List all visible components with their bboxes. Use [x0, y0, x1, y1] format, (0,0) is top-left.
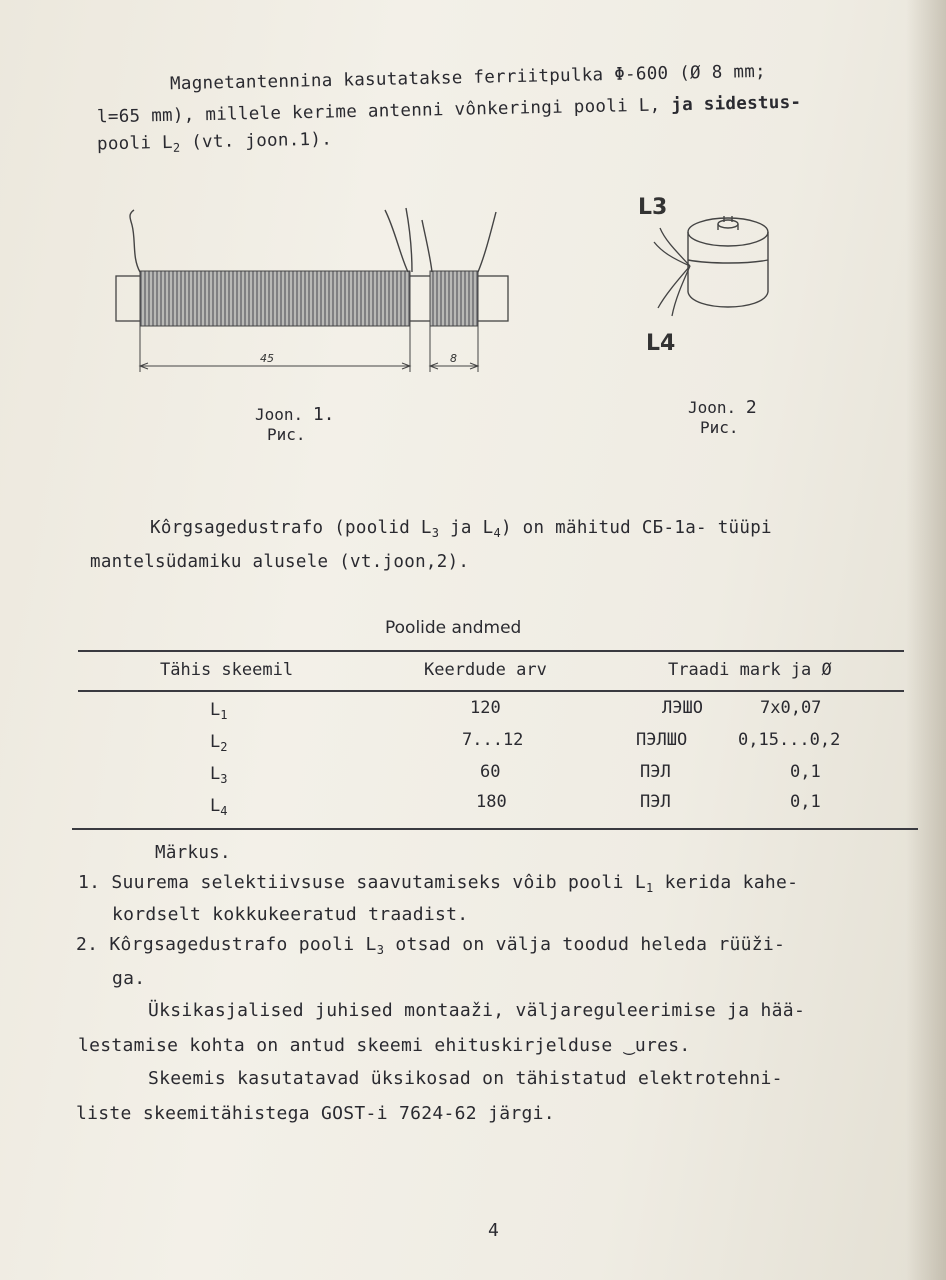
note-2-line-1: 2. Kôrgsagedustrafo pooli $L_3$ otsad on välja toodud heleda rüüži- — [76, 934, 786, 957]
intro-line-1: Magnetantennina kasutatakse ferriitpulka Φ-600 (Ø 8 mm; — [169, 61, 767, 95]
cell-diameter: 0,15...0,2 — [738, 730, 841, 750]
table-header-rule — [78, 690, 904, 692]
table-top-rule — [78, 650, 904, 652]
cell-turns: 60 — [480, 762, 501, 782]
para3-line-3: Skeemis kasutatavad üksikosad on tähistatud elektrotehni- — [148, 1068, 783, 1089]
cell-diameter: 0,1 — [790, 792, 821, 812]
para2-line-2: mantelsüdamiku alusele (vt.joon,2). — [90, 552, 470, 572]
coil-l2 — [430, 271, 478, 326]
intro-line-3: pooli $L_2$ (vt. joon.1). — [96, 129, 333, 155]
page-number: 4 — [488, 1220, 499, 1241]
para2-line-1: Kôrgsagedustrafo (poolid $L_3$ ja $L_4$) on mähitud СБ-1а- tüüpi — [150, 518, 772, 540]
label-l3: L3 — [638, 195, 668, 220]
coil-l1 — [140, 271, 410, 326]
figure-2-caption: Joon. 2 Рис. — [688, 397, 757, 437]
para3-line-4: liste skeemitähistega GOST-i 7624-62 järgi. — [76, 1103, 555, 1124]
cell-wire-mark: ЛЭШО — [662, 698, 703, 718]
cell-turns: 7...12 — [462, 730, 524, 750]
dimension-8: 8 — [450, 352, 457, 365]
table-header-wire: Traadi mark ja Ø — [668, 660, 832, 680]
para3-line-1: Üksikasjalised juhised montaaži, väljareguleerimise ja hää- — [148, 1000, 806, 1021]
cell-turns: 120 — [470, 698, 501, 718]
table-header-turns: Keerdude arv — [424, 660, 547, 680]
note-1-line-1: 1. Suurema selektiivsuse saavutamiseks vôib pooli $L_1$ kerida kahe- — [78, 872, 799, 895]
cell-wire-mark: ПЭЛ — [640, 792, 671, 812]
label-l4: L4 — [646, 331, 676, 356]
page-edge-shadow — [906, 0, 946, 1280]
table-header-symbol: Tähis skeemil — [160, 660, 294, 680]
note-2-line-2: ga. — [112, 968, 146, 989]
table-title: Poolide andmed — [385, 618, 522, 638]
cell-turns: 180 — [476, 792, 507, 812]
cell-symbol: $L_4$ — [210, 796, 228, 818]
cell-wire-mark: ПЭЛШО — [636, 730, 688, 750]
cell-symbol: $L_1$ — [210, 700, 228, 722]
dimension-45: 45 — [260, 352, 274, 365]
figure-1-caption: Joon. 1. Рис. — [255, 404, 335, 444]
cell-diameter: 7x0,07 — [760, 698, 822, 718]
transformer-leads — [654, 228, 690, 316]
cell-symbol: $L_3$ — [210, 764, 228, 786]
cell-symbol: $L_2$ — [210, 732, 228, 754]
notes-heading: Märkus. — [155, 843, 231, 863]
para3-line-2: lestamise kohta on antud skeemi ehituskirjelduse ‿ures. — [78, 1035, 691, 1056]
note-1-line-2: kordselt kokkukeeratud traadist. — [112, 904, 469, 925]
table-bottom-rule — [72, 828, 918, 830]
coil-leads — [130, 208, 496, 272]
figure-2-pot-core-drawing — [620, 180, 800, 360]
figure-1-ferrite-rod-drawing — [100, 200, 530, 385]
cell-diameter: 0,1 — [790, 762, 821, 782]
cell-wire-mark: ПЭЛ — [640, 762, 671, 782]
dimension-lines — [140, 326, 478, 372]
intro-line-2: l=65 mm), millele kerime antenni vônkeringi pooli L, ja sidestus- — [96, 92, 802, 128]
pot-core — [688, 216, 768, 307]
